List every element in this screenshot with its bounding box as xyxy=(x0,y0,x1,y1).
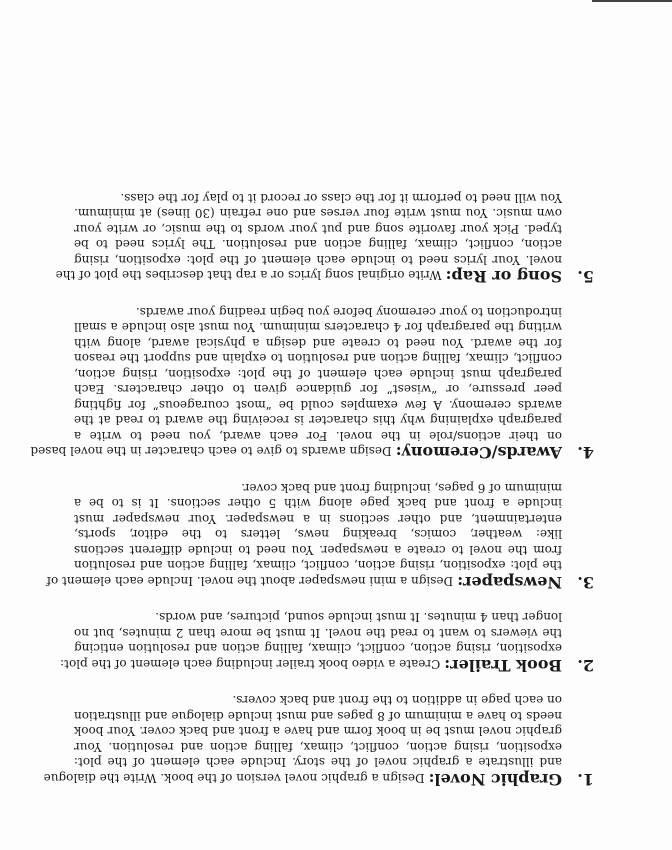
option-first-line: Design a graphic novel version of the book. Write the dialogue xyxy=(43,771,425,785)
option-first-line: Write original song lyrics or a rap that describes the plot of the xyxy=(55,268,442,283)
project-options-list xyxy=(30,171,594,789)
scan-edge-mark xyxy=(592,0,672,2)
option-number: 2. xyxy=(577,656,594,675)
option-description: on their actions/role in the novel. For each award, you need to write a paragraph explaining why this character is receiving the award to read at the awards ceremony. A few examples could be “most courageous” for fighting peer pressure, or “wisest” for guidance given to other characters. Each paragraph must include each element of the plot: exposition, rising action, conflict, climax, falling action and resolution to explain and support the reason for the award. You need to create and design a physical award, along with writing the paragraph for 4 characters minimum. You must also include a small introduction to your ceremony before you begin reading your awards. xyxy=(74,305,562,443)
option-awards-ceremony xyxy=(30,304,594,463)
option-description: and illustrate a graphic novel of the story. Include each element of the plot: exposition, rising action, conflict, climax, falling action and resolution. Your graphic novel must be in book form and have a front and back cover. Your book needs to have a minimum of 8 pages and must include dialogue and illustration on each page in addition to the front and back covers. xyxy=(74,693,562,770)
option-book-trailer xyxy=(60,609,594,675)
option-title: Book Trailer: xyxy=(444,656,562,675)
option-title: Newspaper: xyxy=(457,573,562,592)
option-number: 5. xyxy=(577,267,594,287)
option-title: Awards/Ceremony: xyxy=(395,443,562,463)
option-song-or-rap xyxy=(55,190,594,287)
option-first-line: Create a video book trailer including each element of the plot: xyxy=(60,657,441,671)
option-number: 1. xyxy=(577,770,594,789)
option-number: 4. xyxy=(577,443,594,463)
option-graphic-novel xyxy=(43,692,594,789)
option-newspaper xyxy=(46,480,594,592)
option-title: Song or Rap: xyxy=(445,267,562,287)
option-description: the plot: exposition, rising action, conflict, climax, falling action and resolution from the novel to create a newspaper. You need to include different sections like: weather, comics, breaking news, letters to the editor, sports, entertainment, and other sections in a newspaper. Your newspaper must include a front and back page along with 5 other sections. It is to be a minimum of 6 pages, including front and back cover. xyxy=(74,481,562,573)
option-first-line: Design a mini newspaper about the novel. Include each element of xyxy=(46,574,454,588)
option-description: exposition, rising action, conflict, climax, falling action and resolution enticing the viewers to want to read the novel. It must be more than 2 minutes, but no longer than 4 minutes. It must include sound, pictures, and words. xyxy=(74,610,562,656)
option-number: 3. xyxy=(577,573,594,592)
option-first-line: Design awards to give to each character in the novel based xyxy=(30,444,392,459)
option-title: Graphic Novel: xyxy=(428,770,562,789)
option-description: novel. Your lyrics need to include each element of the plot: exposition, rising action, conflict, climax, falling action and resolution. The lyrics need to be typed. Pick your favorite song and put your words to the music, or write your own music. You must write four verses and one refrain (30 lines) at minimum. You will need to perform it for the class or record it to play for the class. xyxy=(74,191,562,267)
